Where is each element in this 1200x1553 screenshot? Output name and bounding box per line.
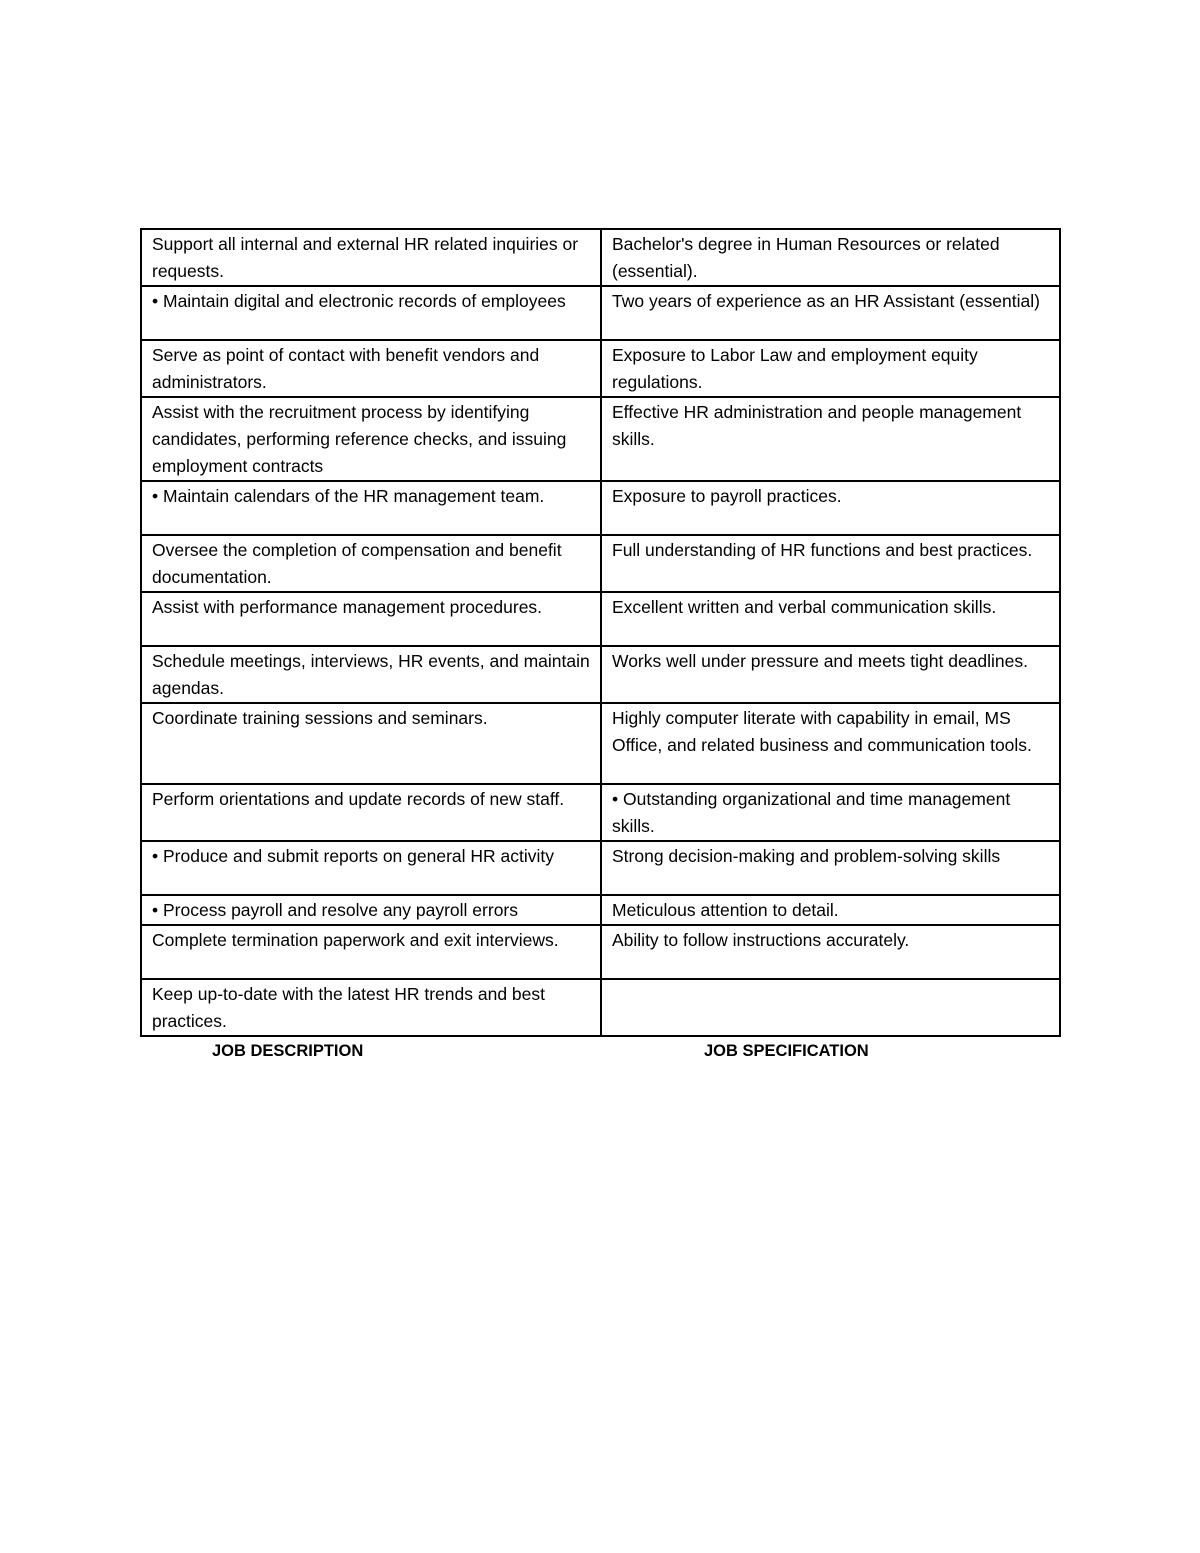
specification-cell: Excellent written and verbal communication skills. bbox=[601, 592, 1060, 646]
specification-cell: Works well under pressure and meets tight deadlines. bbox=[601, 646, 1060, 703]
description-cell: Assist with the recruitment process by identifying candidates, performing reference checks, and issuing employment contracts bbox=[141, 397, 601, 481]
description-cell: Serve as point of contact with benefit vendors and administrators. bbox=[141, 340, 601, 397]
description-cell: Schedule meetings, interviews, HR events, and maintain agendas. bbox=[141, 646, 601, 703]
specification-cell: Exposure to payroll practices. bbox=[601, 481, 1060, 535]
description-cell: Oversee the completion of compensation and benefit documentation. bbox=[141, 535, 601, 592]
description-cell: • Produce and submit reports on general HR activity bbox=[141, 841, 601, 895]
table-row bbox=[141, 592, 1060, 646]
description-cell: Complete termination paperwork and exit interviews. bbox=[141, 925, 601, 979]
table-row bbox=[141, 784, 1060, 841]
specification-cell: Highly computer literate with capability in email, MS Office, and related business and communication tools. bbox=[601, 703, 1060, 784]
table-row bbox=[141, 646, 1060, 703]
description-cell: Coordinate training sessions and seminars. bbox=[141, 703, 601, 784]
table-captions bbox=[140, 1039, 1059, 1065]
description-cell: Perform orientations and update records of new staff. bbox=[141, 784, 601, 841]
specification-cell: Strong decision-making and problem-solving skills bbox=[601, 841, 1060, 895]
specification-cell: Two years of experience as an HR Assistant (essential) bbox=[601, 286, 1060, 340]
description-cell: • Maintain digital and electronic records of employees bbox=[141, 286, 601, 340]
table-row bbox=[141, 535, 1060, 592]
job-table bbox=[140, 228, 1061, 1037]
table-row bbox=[141, 703, 1060, 784]
job-specification-caption: JOB SPECIFICATION bbox=[704, 1042, 869, 1060]
description-cell: Support all internal and external HR related inquiries or requests. bbox=[141, 229, 601, 286]
table-row bbox=[141, 979, 1060, 1036]
description-cell: • Process payroll and resolve any payroll errors bbox=[141, 895, 601, 925]
table-row bbox=[141, 229, 1060, 286]
table-row bbox=[141, 340, 1060, 397]
specification-cell: • Outstanding organizational and time management skills. bbox=[601, 784, 1060, 841]
specification-cell: Ability to follow instructions accurately. bbox=[601, 925, 1060, 979]
description-cell: • Maintain calendars of the HR management team. bbox=[141, 481, 601, 535]
description-cell: Keep up-to-date with the latest HR trends and best practices. bbox=[141, 979, 601, 1036]
specification-cell: Full understanding of HR functions and best practices. bbox=[601, 535, 1060, 592]
specification-cell: Bachelor's degree in Human Resources or related (essential). bbox=[601, 229, 1060, 286]
table-row bbox=[141, 286, 1060, 340]
table-row bbox=[141, 481, 1060, 535]
specification-cell bbox=[601, 979, 1060, 1036]
job-description-caption: JOB DESCRIPTION bbox=[212, 1042, 364, 1060]
table-row bbox=[141, 841, 1060, 895]
specification-cell: Exposure to Labor Law and employment equity regulations. bbox=[601, 340, 1060, 397]
table-row bbox=[141, 397, 1060, 481]
table-row bbox=[141, 895, 1060, 925]
description-cell: Assist with performance management procedures. bbox=[141, 592, 601, 646]
table-row bbox=[141, 925, 1060, 979]
specification-cell: Meticulous attention to detail. bbox=[601, 895, 1060, 925]
specification-cell: Effective HR administration and people management skills. bbox=[601, 397, 1060, 481]
